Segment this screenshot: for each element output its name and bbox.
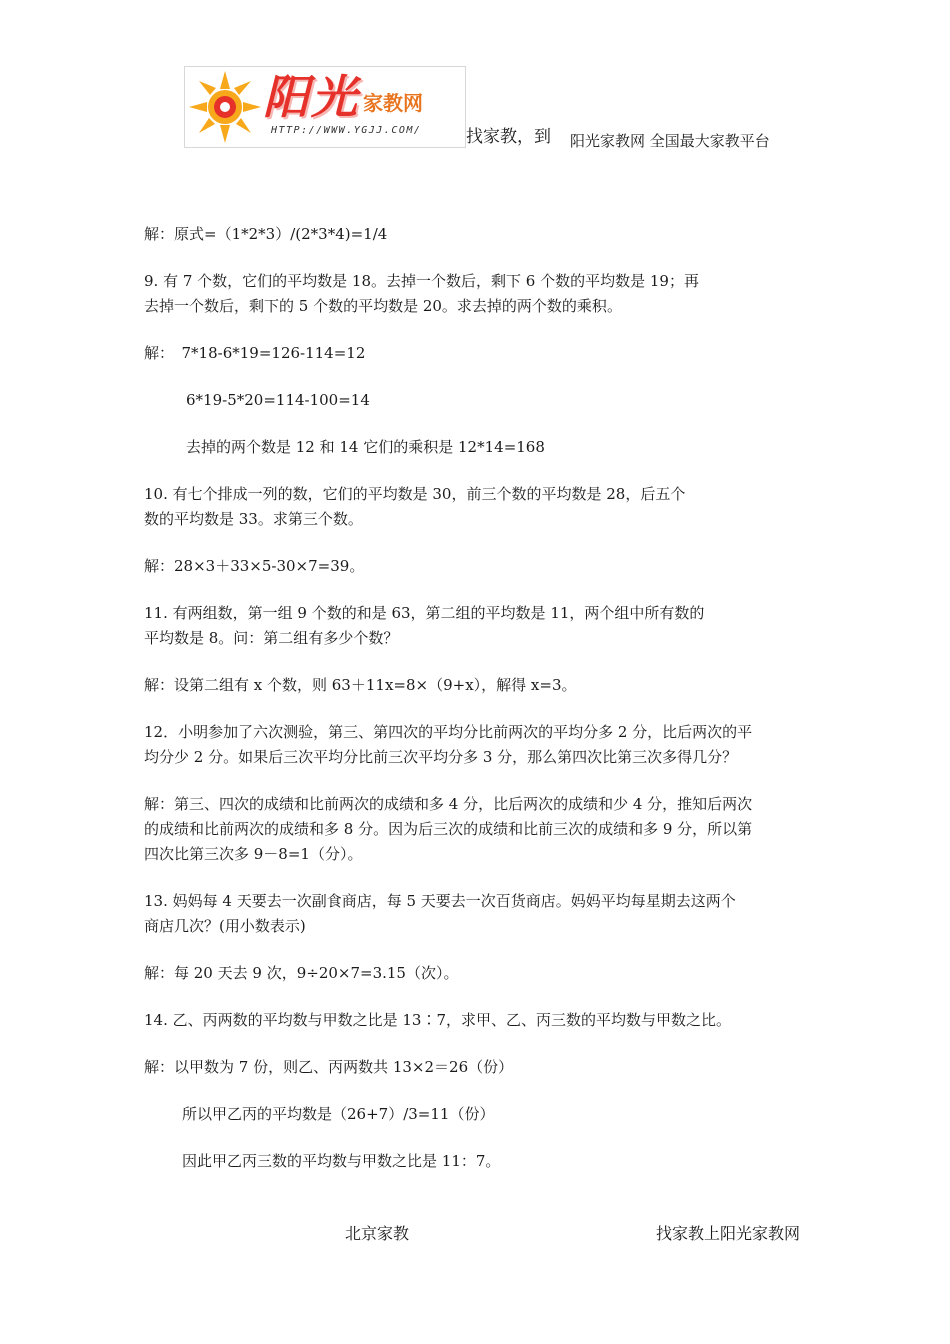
problem-11-line: 11. 有两组数，第一组 9 个数的和是 63，第二组的平均数是 11，两个组中所有数的 bbox=[144, 604, 705, 622]
document-body bbox=[144, 222, 814, 1174]
problem-14-line: 14. 乙、丙两数的平均数与甲数之比是 13∶7，求甲、乙、丙三数的平均数与甲数之比。 bbox=[144, 1011, 732, 1029]
problem-11-line: 平均数是 8。问：第二组有多少个数？ bbox=[144, 629, 399, 647]
problem-10-line: 数的平均数是 33。求第三个数。 bbox=[144, 510, 363, 528]
problem-10-line: 10. 有七个排成一列的数，它们的平均数是 30，前三个数的平均数是 28，后五个 bbox=[144, 485, 686, 503]
problem-9-line: 9. 有 7 个数，它们的平均数是 18。去掉一个数后，剩下 6 个数的平均数是 19；再 bbox=[144, 272, 699, 290]
logo-brand-text: 阳光 bbox=[263, 70, 359, 124]
solution-line: 去掉的两个数是 12 和 14 它们的乘积是 12*14=168 bbox=[186, 438, 545, 456]
logo-url-text: HTTP://WWW.YGJJ.COM/ bbox=[271, 125, 422, 136]
header-slogan-prefix: 找家教，到 bbox=[466, 127, 551, 147]
site-logo[interactable] bbox=[184, 66, 466, 148]
solution-line: 因此甲乙丙三数的平均数与甲数之比是 11：7。 bbox=[182, 1152, 501, 1170]
solution-line: 四次比第三次多 9－8=1（分）。 bbox=[144, 845, 363, 863]
solution-line: 解： 7*18-6*19=126-114=12 bbox=[144, 344, 366, 362]
solution-line: 解：以甲数为 7 份，则乙、丙两数共 13×2＝26（份） bbox=[144, 1058, 514, 1076]
sun-icon bbox=[185, 67, 265, 147]
footer-right-text: 找家教上阳光家教网 bbox=[656, 1224, 801, 1243]
logo-brand-subtext: 家教网 bbox=[363, 91, 423, 115]
solution-line: 解：原式=（1*2*3）/(2*3*4)=1/4 bbox=[144, 225, 388, 243]
page-header bbox=[184, 66, 824, 150]
problem-13-line: 13. 妈妈每 4 天要去一次副食商店，每 5 天要去一次百货商店。妈妈平均每星期去这两个 bbox=[144, 892, 736, 910]
footer-left-text: 北京家教 bbox=[345, 1224, 410, 1243]
solution-line: 的成绩和比前两次的成绩和多 8 分。因为后三次的成绩和比前三次的成绩和多 9 分，所以第 bbox=[144, 820, 753, 838]
problem-13-line: 商店几次？(用小数表示) bbox=[144, 917, 306, 935]
header-slogan: 阳光家教网 全国最大家教平台 bbox=[570, 132, 770, 150]
solution-line: 所以甲乙丙的平均数是（26+7）/3=11（份） bbox=[182, 1105, 495, 1123]
solution-line: 解：设第二组有 x 个数，则 63＋11x=8×（9+x），解得 x=3。 bbox=[144, 676, 577, 694]
problem-12-line: 均分少 2 分。如果后三次平均分比前三次平均分多 3 分，那么第四次比第三次多得几分？ bbox=[144, 748, 738, 766]
problem-12-line: 12．小明参加了六次测验，第三、第四次的平均分比前两次的平均分多 2 分，比后两次的平 bbox=[144, 723, 753, 741]
problem-9-line: 去掉一个数后，剩下的 5 个数的平均数是 20。求去掉的两个数的乘积。 bbox=[144, 297, 622, 315]
solution-line: 解：第三、四次的成绩和比前两次的成绩和多 4 分，比后两次的成绩和少 4 分，推知后两次 bbox=[144, 795, 753, 813]
solution-line: 解：每 20 天去 9 次，9÷20×7=3.15（次）。 bbox=[144, 964, 459, 982]
solution-line: 解：28×3＋33×5-30×7=39。 bbox=[144, 557, 365, 575]
solution-line: 6*19-5*20=114-100=14 bbox=[186, 391, 370, 409]
